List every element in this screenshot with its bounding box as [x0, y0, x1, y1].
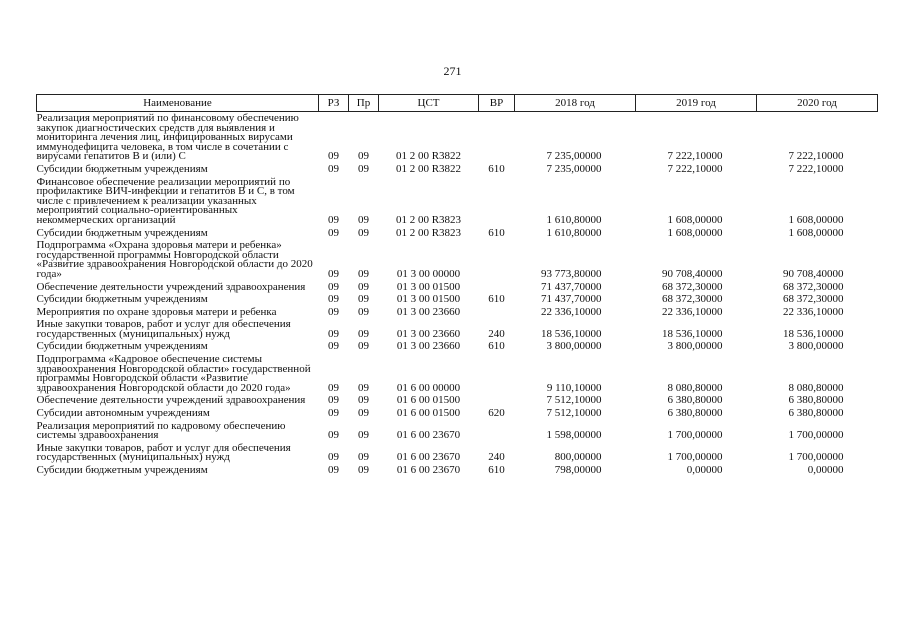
row-pr: 09 — [358, 267, 369, 280]
row-rz: 09 — [328, 340, 339, 353]
table-row — [37, 407, 878, 420]
row-2020: 22 336,10000 — [783, 305, 844, 318]
row-cst: 01 3 00 00000 — [396, 267, 461, 280]
row-rz: 09 — [328, 451, 339, 464]
row-pr: 09 — [358, 381, 369, 394]
row-2018: 7 512,10000 — [546, 407, 602, 420]
row-2019: 7 222,10000 — [667, 150, 723, 163]
row-2019: 3 800,00000 — [667, 340, 723, 353]
row-2019: 7 222,10000 — [667, 162, 723, 175]
row-2018: 7 235,00000 — [546, 162, 602, 175]
budget-table — [36, 94, 878, 477]
table-row — [37, 420, 878, 442]
row-2020: 0,00000 — [807, 464, 844, 476]
row-pr: 09 — [358, 451, 369, 464]
row-2019: 1 608,00000 — [667, 226, 723, 239]
table-row — [37, 239, 878, 280]
row-2019: 8 080,80000 — [667, 381, 723, 394]
row-2020: 1 700,00000 — [788, 429, 844, 442]
row-2018: 93 773,80000 — [541, 267, 602, 280]
row-rz: 09 — [328, 213, 339, 226]
row-vr: 240 — [488, 327, 505, 340]
row-2018: 7 512,10000 — [546, 394, 602, 407]
row-pr: 09 — [358, 327, 369, 340]
row-2018: 71 437,70000 — [541, 280, 602, 293]
table-row — [37, 464, 878, 477]
row-2018: 71 437,70000 — [541, 293, 602, 306]
row-name: Финансовое обеспечение реализации мероприятий по профилактике ВИЧ-инфекции и гепатитов В и С, в том числе с привлечением к реализации указанных мероприятий социально-ориентированных некоммерческих организаций — [36, 175, 295, 226]
header-pr: Пр — [349, 95, 379, 112]
row-vr: 610 — [488, 162, 505, 175]
row-2019: 1 608,00000 — [667, 213, 723, 226]
row-pr: 09 — [358, 429, 369, 442]
row-vr — [479, 306, 515, 319]
row-2019: 68 372,30000 — [662, 293, 723, 306]
row-name: Иные закупки товаров, работ и услуг для обеспечения государственных (муниципальных) нужд — [36, 318, 291, 340]
row-rz: 09 — [328, 280, 339, 293]
row-pr: 09 — [358, 305, 369, 318]
row-vr — [479, 281, 515, 294]
row-2019: 0,00000 — [686, 464, 723, 476]
row-cst: 01 6 00 01500 — [396, 407, 461, 420]
row-cst: 01 2 00 R3823 — [395, 226, 462, 239]
row-2020: 8 080,80000 — [788, 381, 844, 394]
row-pr: 09 — [358, 150, 369, 163]
row-2018: 7 235,00000 — [546, 150, 602, 163]
row-pr: 09 — [358, 394, 369, 407]
row-pr: 09 — [358, 280, 369, 293]
row-vr: 610 — [488, 464, 505, 476]
row-cst: 01 3 00 23660 — [396, 327, 461, 340]
row-pr: 09 — [358, 226, 369, 239]
page-number: 271 — [443, 64, 462, 78]
row-name: Обеспечение деятельности учреждений здравоохранения — [36, 394, 306, 407]
row-name: Обеспечение деятельности учреждений здравоохранения — [36, 280, 306, 293]
row-2018: 9 110,10000 — [546, 381, 602, 394]
row-name: Подпрограмма «Кадровое обеспечение системы здравоохранения Новгородской области» государственной программы Новгородской области «Развитие здравоохранения Новгородской области до 2020 года» — [36, 353, 311, 394]
row-2019: 1 700,00000 — [667, 429, 723, 442]
table-row — [37, 293, 878, 306]
row-name: Реализация мероприятий по кадровому обеспечению системы здравоохранения — [36, 419, 286, 442]
row-pr: 09 — [358, 213, 369, 226]
header-vr: ВР — [479, 95, 515, 112]
table-row — [37, 176, 878, 227]
row-2018: 1 610,80000 — [546, 213, 602, 226]
row-rz: 09 — [328, 305, 339, 318]
row-rz: 09 — [328, 150, 339, 163]
row-cst: 01 2 00 R3822 — [395, 162, 462, 175]
row-cst: 01 3 00 23660 — [396, 305, 461, 318]
row-vr — [479, 394, 515, 407]
row-rz: 09 — [328, 381, 339, 394]
row-vr: 610 — [488, 293, 505, 306]
row-2020: 68 372,30000 — [783, 280, 844, 293]
row-cst: 01 3 00 01500 — [396, 280, 461, 293]
row-2020: 18 536,10000 — [783, 327, 844, 340]
row-2019: 18 536,10000 — [662, 327, 723, 340]
row-2020: 68 372,30000 — [783, 293, 844, 306]
header-2020: 2020 год — [757, 95, 878, 112]
row-2019: 68 372,30000 — [662, 280, 723, 293]
row-name: Субсидии бюджетным учреждениям — [36, 226, 208, 239]
row-rz: 09 — [328, 226, 339, 239]
row-2020: 6 380,80000 — [788, 394, 844, 407]
row-rz: 09 — [328, 162, 339, 175]
table-header-row — [37, 95, 878, 112]
row-name: Субсидии бюджетным учреждениям — [36, 293, 208, 306]
table-row — [37, 227, 878, 240]
table-row — [37, 353, 878, 394]
row-2018: 798,00000 — [554, 464, 602, 476]
row-cst: 01 3 00 01500 — [396, 293, 461, 306]
row-vr: 610 — [488, 226, 505, 239]
row-vr — [479, 353, 515, 394]
header-2018: 2018 год — [515, 95, 636, 112]
table-row — [37, 281, 878, 294]
row-2020: 6 380,80000 — [788, 407, 844, 420]
row-name: Субсидии бюджетным учреждениям — [36, 162, 208, 175]
row-rz: 09 — [328, 327, 339, 340]
row-rz: 09 — [328, 293, 339, 306]
row-2019: 6 380,80000 — [667, 407, 723, 420]
row-name: Субсидии бюджетным учреждениям — [36, 464, 208, 476]
row-2018: 1 598,00000 — [546, 429, 602, 442]
row-2019: 90 708,40000 — [662, 267, 723, 280]
row-pr: 09 — [358, 464, 369, 476]
header-rz: РЗ — [319, 95, 349, 112]
row-name: Подпрограмма «Охрана здоровья матери и ребенка» государственной программы Новгородской области «Развитие здравоохранения Новгородской области до 2020 года» — [36, 239, 313, 280]
row-name: Реализация мероприятий по финансовому обеспечению закупок диагностических средств для выявления и мониторинга лечения лиц, инфицированных вирусами иммунодефицита человека, в том числе в сочетании с вирусами гепатитов В и (или) С — [36, 112, 299, 163]
row-2020: 3 800,00000 — [788, 340, 844, 353]
row-2020: 7 222,10000 — [788, 150, 844, 163]
row-2018: 800,00000 — [554, 451, 602, 464]
row-cst: 01 6 00 23670 — [396, 464, 461, 476]
row-pr: 09 — [358, 293, 369, 306]
row-vr — [479, 420, 515, 442]
row-vr — [479, 239, 515, 280]
row-rz: 09 — [328, 407, 339, 420]
row-2020: 1 608,00000 — [788, 213, 844, 226]
table-row — [37, 340, 878, 353]
row-cst: 01 6 00 00000 — [396, 381, 461, 394]
row-2019: 1 700,00000 — [667, 451, 723, 464]
row-cst: 01 2 00 R3822 — [395, 150, 462, 163]
header-name: Наименование — [37, 95, 319, 112]
table-row — [37, 163, 878, 176]
row-vr: 620 — [488, 407, 505, 420]
header-2019: 2019 год — [636, 95, 757, 112]
table-row — [37, 318, 878, 340]
row-2020: 1 608,00000 — [788, 226, 844, 239]
row-cst: 01 6 00 01500 — [396, 394, 461, 407]
row-rz: 09 — [328, 429, 339, 442]
row-name: Субсидии автономным учреждениям — [36, 407, 210, 420]
row-cst: 01 2 00 R3823 — [395, 213, 462, 226]
row-vr — [479, 176, 515, 227]
row-2020: 7 222,10000 — [788, 162, 844, 175]
table-row — [37, 306, 878, 319]
row-cst: 01 6 00 23670 — [396, 451, 461, 464]
row-cst: 01 3 00 23660 — [396, 340, 461, 353]
row-2018: 18 536,10000 — [541, 327, 602, 340]
row-vr: 240 — [488, 451, 505, 464]
row-pr: 09 — [358, 340, 369, 353]
table-row — [37, 112, 878, 163]
row-2020: 1 700,00000 — [788, 451, 844, 464]
row-name: Иные закупки товаров, работ и услуг для обеспечения государственных (муниципальных) нужд — [36, 441, 291, 464]
row-2018: 3 800,00000 — [546, 340, 602, 353]
table-row — [37, 442, 878, 464]
table-row — [37, 394, 878, 407]
row-rz: 09 — [328, 394, 339, 407]
row-pr: 09 — [358, 162, 369, 175]
row-rz: 09 — [328, 267, 339, 280]
row-pr: 09 — [358, 407, 369, 420]
row-2019: 22 336,10000 — [662, 305, 723, 318]
row-2020: 90 708,40000 — [783, 267, 844, 280]
row-name: Мероприятия по охране здоровья матери и ребенка — [36, 305, 277, 318]
row-cst: 01 6 00 23670 — [396, 429, 461, 442]
row-2018: 1 610,80000 — [546, 226, 602, 239]
row-2019: 6 380,80000 — [667, 394, 723, 407]
row-name: Субсидии бюджетным учреждениям — [36, 340, 208, 353]
row-vr — [479, 112, 515, 163]
row-vr: 610 — [488, 340, 505, 353]
row-2018: 22 336,10000 — [541, 305, 602, 318]
header-cst: ЦСТ — [379, 95, 479, 112]
row-rz: 09 — [328, 464, 339, 476]
